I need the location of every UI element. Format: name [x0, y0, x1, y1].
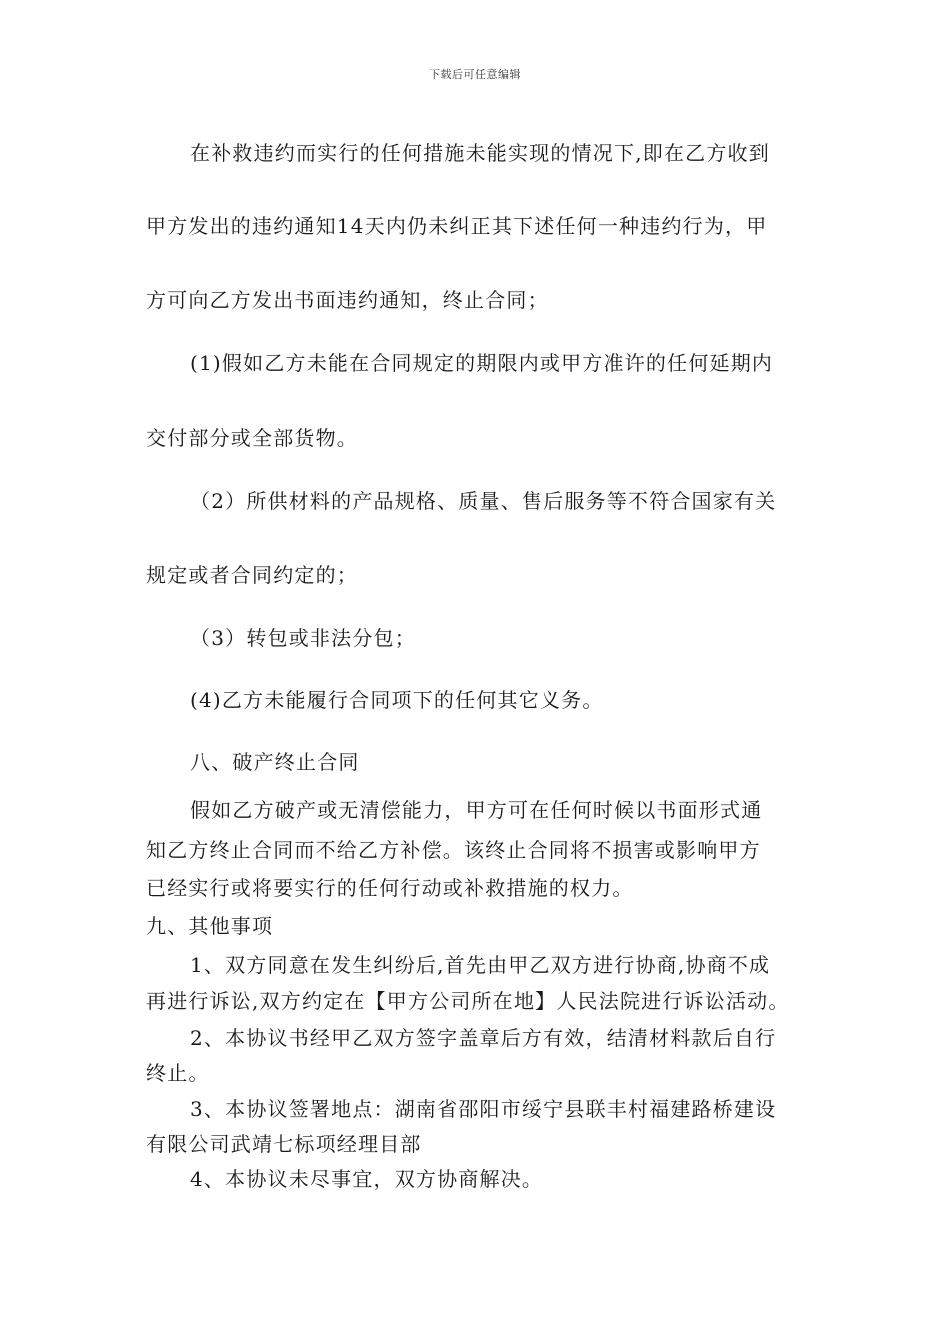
paragraph-line: 2、本协议书经甲乙双方签字盖章后方有效，结清材料款后自行 — [190, 1026, 777, 1050]
paragraph-line: （2）所供材料的产品规格、质量、售后服务等不符合国家有关 — [190, 489, 777, 513]
section-heading: 八、破产终止合同 — [190, 750, 360, 774]
paragraph-line: （3）转包或非法分包； — [190, 626, 416, 650]
paragraph-line: 知乙方终止合同而不给乙方补偿。该终止合同将不损害或影响甲方 — [146, 838, 761, 862]
paragraph-line: 1、双方同意在发生纠纷后,首先由甲乙双方进行协商,协商不成 — [190, 953, 771, 977]
paragraph-line: 假如乙方破产或无清偿能力，甲方可在任何时候以书面形式通 — [190, 798, 763, 822]
paragraph-line: 方可向乙方发出书面违约通知，终止合同； — [146, 288, 549, 312]
paragraph-line: 4、本协议未尽事宜，双方协商解决。 — [190, 1167, 544, 1191]
paragraph-line: 交付部分或全部货物。 — [146, 426, 358, 450]
paragraph-line: 在补救违约而实行的任何措施未能实现的情况下,即在乙方收到 — [190, 141, 770, 165]
paragraph-line: 规定或者合同约定的； — [146, 563, 358, 587]
paragraph-line: (1)假如乙方未能在合同规定的期限内或甲方准许的任何延期内 — [190, 351, 774, 375]
paragraph-line: 3、本协议签署地点：湖南省邵阳市绥宁县联丰村福建路桥建设 — [190, 1097, 777, 1121]
paragraph-line: 已经实行或将要实行的任何行动或补救措施的权力。 — [146, 876, 634, 900]
paragraph-line: 终止。 — [146, 1061, 210, 1085]
paragraph-line: (4)乙方未能履行合同项下的任何其它义务。 — [190, 688, 604, 712]
section-heading: 九、其他事项 — [146, 914, 274, 938]
paragraph-line: 有限公司武靖七标项经理目部 — [146, 1132, 422, 1156]
paragraph-line: 甲方发出的违约通知14天内仍未纠正其下述任何一种违约行为，甲 — [146, 214, 768, 238]
page-header: 下载后可任意编辑 — [429, 68, 521, 81]
paragraph-line: 再进行诉讼,双方约定在【甲方公司所在地】人民法院进行诉讼活动。 — [146, 989, 790, 1013]
